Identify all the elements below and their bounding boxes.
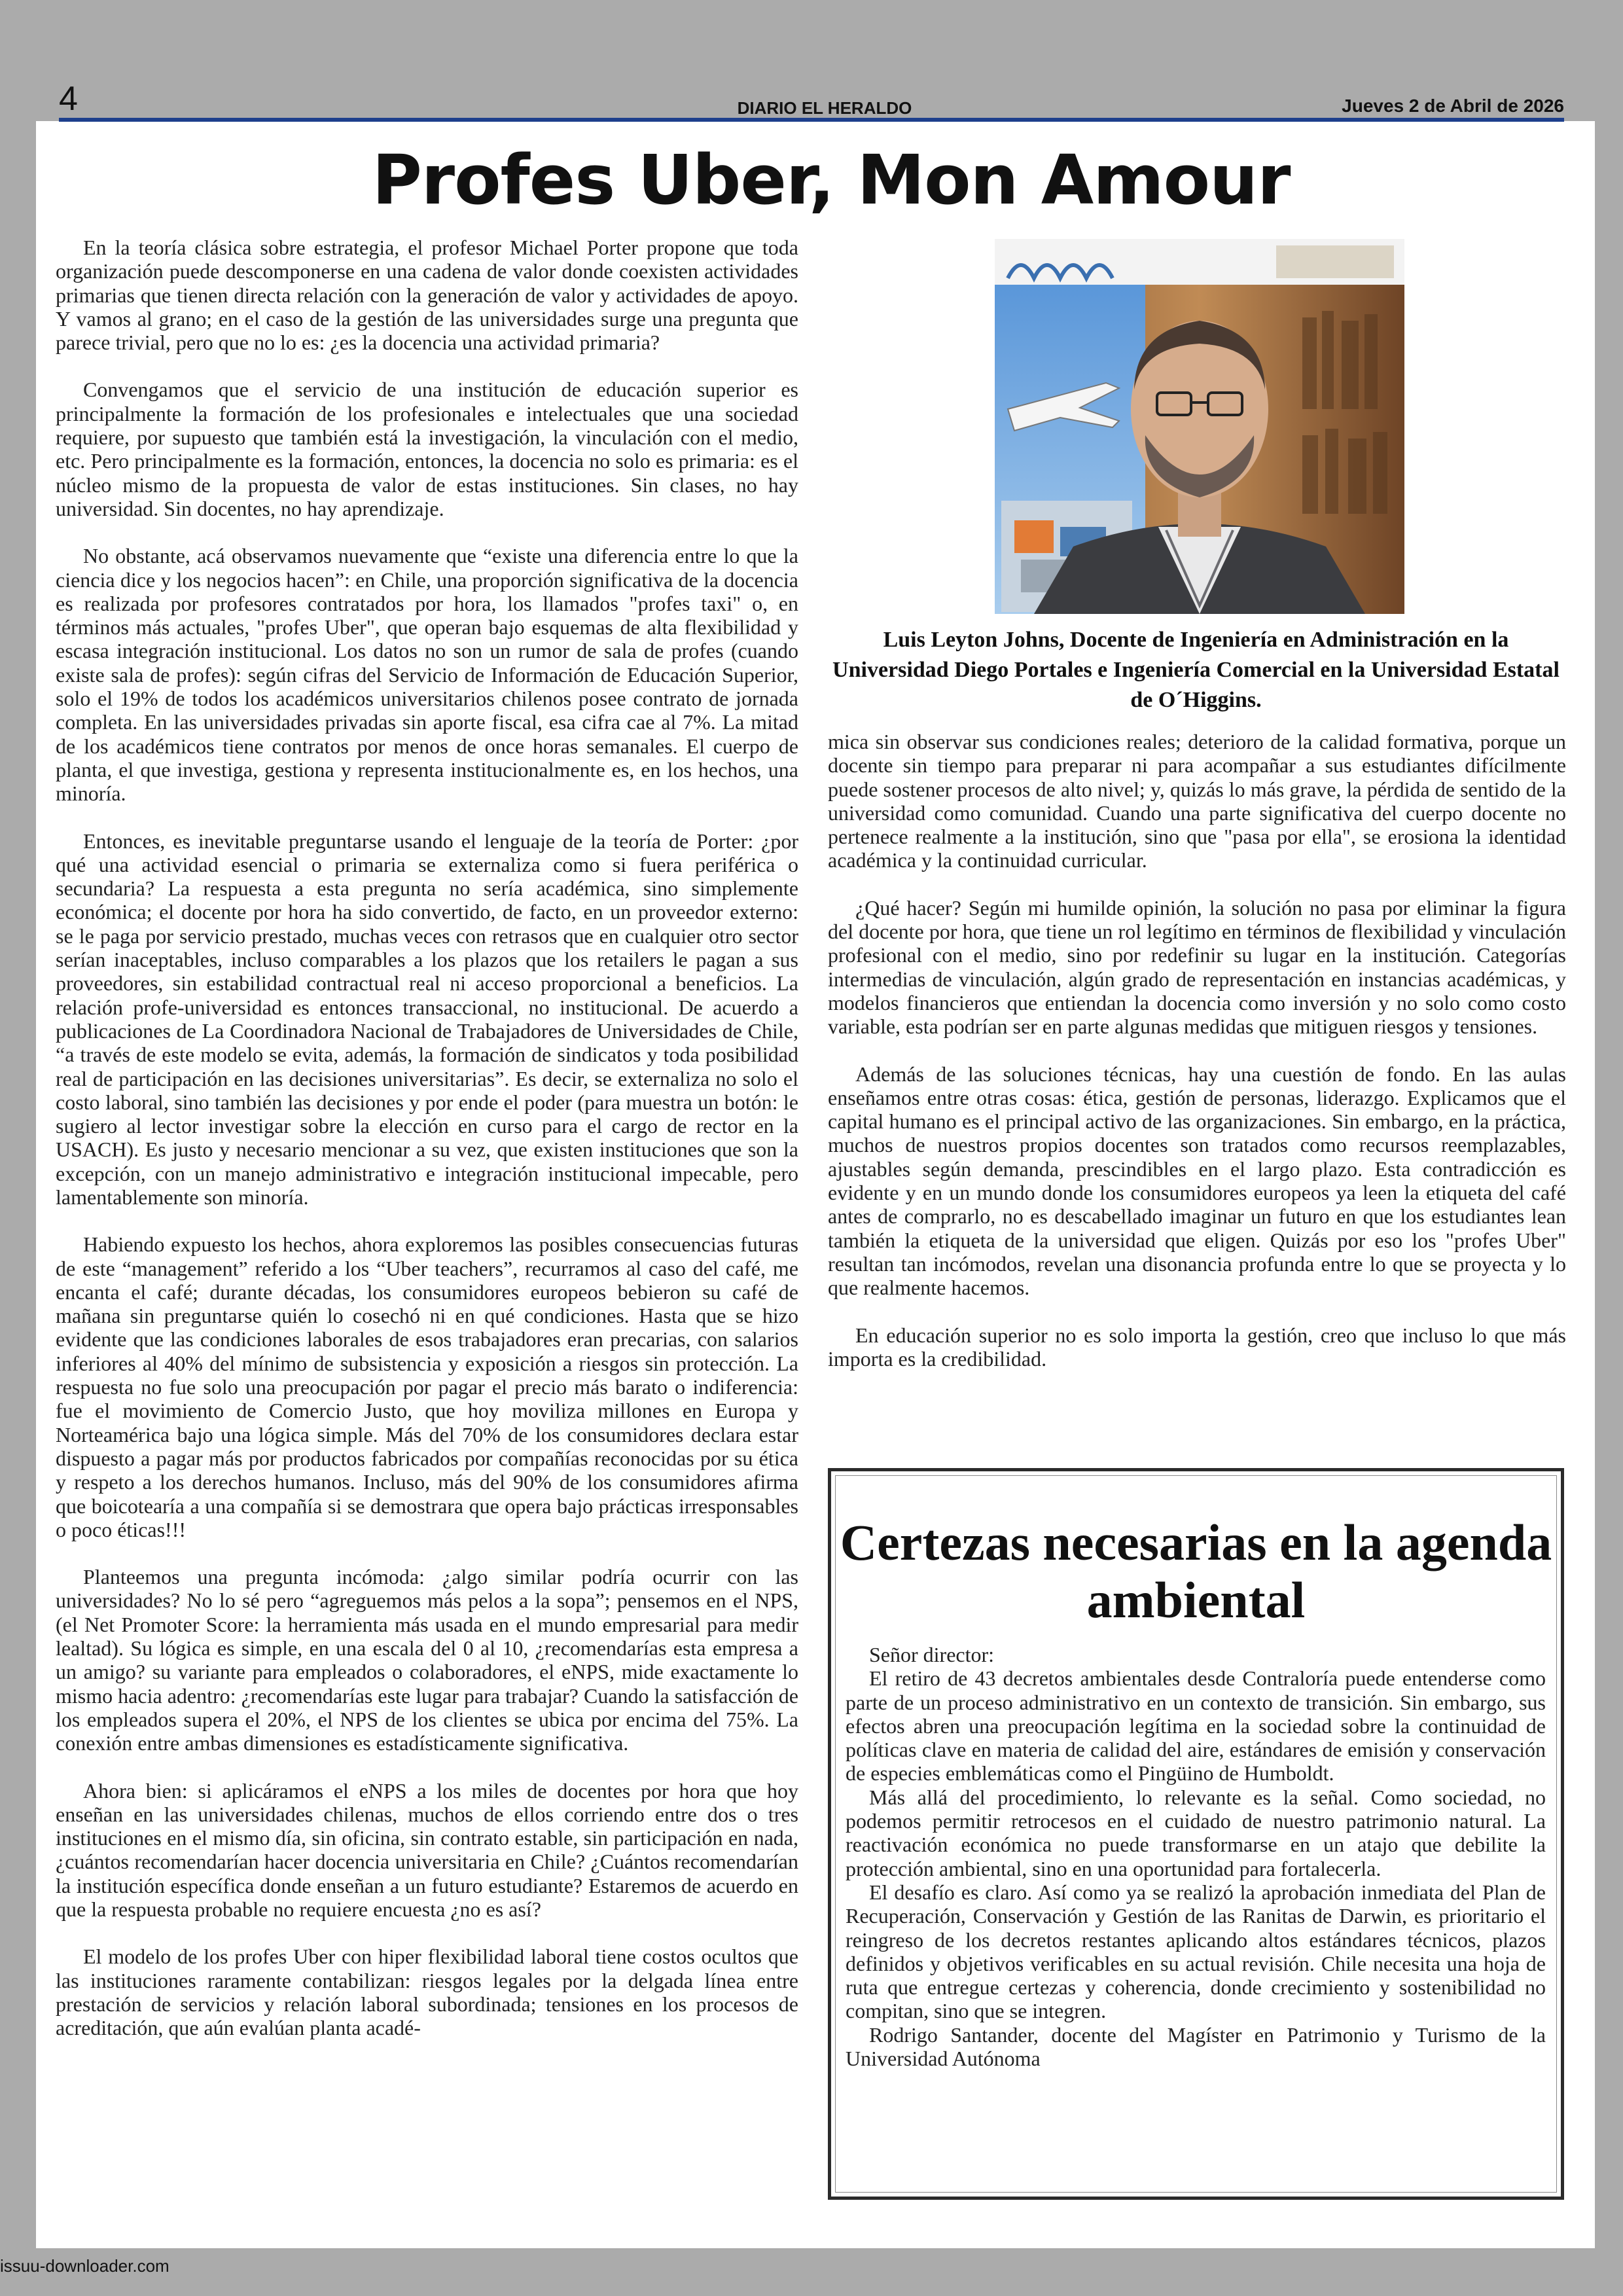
article-paragraph: El modelo de los profes Uber con hiper flexibilidad laboral tiene costos ocultos que las instituciones raramente contabilizan: riesgos legales por la delgada línea entre prestación de servicios y relación laboral subordinada; tensiones en los procesos de acreditación, que aún evalúan planta acadé- (56, 1945, 798, 2040)
article-paragraph: Convengamos que el servicio de una institución de educación superior es principalmente la formación de los profesionales e intelectuales que una sociedad requiere, por supuesto que también está la investigación, la vinculación con el medio, etc. Pero principalmente es la formación, entonces, la docencia no solo es primaria: es el núcleo mismo de la propuesta de valor de estas instituciones. Sin clases, no hay universidad. Sin docentes, no hay aprendizaje. (56, 378, 798, 520)
letter-body (846, 1643, 1546, 2070)
letter-salutation: Señor director: (869, 1643, 995, 1666)
article-paragraph: Ahora bien: si aplicáramos el eNPS a los miles de docentes por hora que hoy enseñan en las universidades chilenas, muchos de ellos corriendo entre dos o tres instituciones en el mismo día, sin oficina, sin contrato estable, sin participación en nada, ¿cuántos recomendarían hacer docencia universitaria en Chile? ¿Cuántos recomendarían la institución específica donde enseñan a un futuro estudiante? Estaremos de acuerdo en que la respuesta probable no requiere encuesta ¿no es así? (56, 1778, 798, 1921)
newspaper-name: DIARIO EL HERALDO (737, 98, 912, 118)
letter-paragraph: El retiro de 43 decretos ambientales desde Contraloría puede entenderse como parte de un proceso administrativo en un contexto de transición. Sin embargo, sus efectos abren una preocupación legítima en la sociedad sobre la continuidad de políticas clave en materia de calidad del aire, estándares de emisión y conservación de especies emblemáticas como el Pingüino de Humboldt. (846, 1666, 1546, 1785)
masthead (59, 79, 1564, 121)
letter-title: Certezas necesarias en la agenda ambiental (840, 1514, 1552, 1628)
author-portrait-illustration (995, 239, 1404, 614)
article-paragraph: Además de las soluciones técnicas, hay una cuestión de fondo. En las aulas enseñamos entre otras cosas: ética, gestión de personas, liderazgo. Explicamos que el capital humano es el principal activo de las organizaciones. Sin embargo, en la práctica, muchos de nuestros propios docentes son tratados como recursos reemplazables, ajustables según demanda, prescindibles en el largo plazo. Esta contradicción es evidente y en un mundo donde los consumidores europeos ya leen la etiqueta del café antes de comprarlo, no es descabellado imaginar un futuro en que los estudiantes lean también la etiqueta de la universidad que eligen. Quizás por eso los "profes Uber" resultan tan incómodos, revelan una disonancia profunda entre lo que se proyecta y lo que realmente hacemos. (828, 1062, 1566, 1300)
letter-paragraph: El desafío es claro. Así como ya se realizó la aprobación inmediata del Plan de Recuperación, Conservación y Gestión de las Ranitas de Darwin, es prioritario el reingreso de los decretos restantes aplicando altos estándares técnicos, plazos definidos y objetivos verificables en su actual revisión. Chile necesita una hoja de ruta que entregue certezas y coherencia, donde crecimiento y sostenibilidad no compitan, sino que se integren. (846, 1880, 1546, 2023)
author-photo (995, 239, 1404, 614)
article-paragraph: En la teoría clásica sobre estrategia, el profesor Michael Porter propone que toda organización puede descomponerse en una cadena de valor donde coexisten actividades primarias que tienen directa relación con la generación de valor y actividades de apoyo. Y vamos al grano; en el caso de la gestión de las universidades surge una pregunta que parece trivial, pero que no lo es: ¿es la docencia una actividad primaria? (56, 236, 798, 355)
article-paragraph: Planteemos una pregunta incómoda: ¿algo similar podría ocurrir con las universidades? No lo sé pero “agreguemos más pelos a la sopa”; pensemos en el NPS, (el Net Promoter Score: la herramienta más usada en el mundo empresarial para medir lealtad). Su lógica es simple, en una escala del 0 al 10, ¿recomendarías esta empresa a un amigo? su variante para empleados o colaboradores, el eNPS, mide exactamente lo mismo hacia adentro: ¿recomendarías este lugar para trabajar? Cuando la satisfacción de los empleados supera el 20%, el NPS de los clientes se ubica por encima del 75%. La conexión entre ambas dimensiones es estadísticamente significativa. (56, 1565, 798, 1755)
article-paragraph: En educación superior no es solo importa la gestión, creo que incluso lo que más importa es la credibilidad. (828, 1323, 1566, 1371)
article-paragraph: Entonces, es inevitable preguntarse usando el lenguaje de la teoría de Porter: ¿por qué una actividad esencial o primaria se externaliza como si fuera periférica o secundaria? La respuesta a esta pregunta no sería académica, sino simplemente económica; el docente por hora ha sido convertido, de facto, en un proveedor externo: se le paga por servicio prestado, muchas veces con retrasos que en cualquier otro sector serían inaceptables, incluso comparables a los plazos que los retailers le pagan a sus proveedores, sin estabilidad contractual real ni acceso proporcional a beneficios. La relación profe-universidad es entonces transaccional, no institucional. De acuerdo a publicaciones de La Coordinadora Nacional de Trabajadores de Universidades de Chile, “a través de este modelo se evita, además, la formación de sindicatos y toda posibilidad real de participación en las decisiones universitarias”. Es decir, se externaliza no solo el costo laboral, sino también las decisiones y por ende el poder (para muestra un botón: le sugiero al lector investigar sobre la elección en curso para el cargo de rector en la USACH). Es justo y necesario mencionar a su vez, que existen instituciones que son la excepción, con un manejo administrativo e integración institucional impecable, pero lamentablemente son minoría. (56, 829, 798, 1209)
article-headline: Profes Uber, Mon Amour (372, 140, 1291, 220)
article-paragraph: ¿Qué hacer? Según mi humilde opinión, la solución no pasa por eliminar la figura del docente por hora, que tiene un rol legítimo en términos de flexibilidad y vinculación profesional con el medio, sino por redefinir su lugar en la institución. Categorías intermedias de vinculación, algún grado de representación en instancias académicas, y modelos financieros que entiendan la docencia como inversión y no solo como costo variable, esta podrían ser en parte algunas medidas que mitiguen riesgos y tensiones. (828, 895, 1566, 1039)
page-number: 4 (59, 80, 78, 118)
letter-signature: Rodrigo Santander, docente del Magíster en Patrimonio y Turismo de la Universidad Autónoma (846, 2022, 1546, 2071)
article-left-column (56, 236, 798, 2209)
photo-caption: Luis Leyton Johns, Docente de Ingeniería en Administración en la Universidad Diego Portales e Ingeniería Comercial en la Universidad Estatal de O´Higgins. (832, 628, 1560, 712)
letter-paragraph: Más allá del procedimiento, lo relevante es la señal. Como sociedad, no podemos permitir retrocesos en el cuidado de nuestro patrimonio natural. La reactivación económica no puede transformarse en un atajo que debilite la protección ambiental, sino en una oportunidad para fortalecerla. (846, 1785, 1546, 1880)
article-paragraph: mica sin observar sus condiciones reales; deterioro de la calidad formativa, porque un docente sin tiempo para preparar ni para acompañar a sus estudiantes difícilmente puede sostener procesos de alto nivel; y, quizás lo más grave, la pérdida de sentido de la universidad como comunidad. Cuando una parte significativa del cuerpo docente no pertenece realmente a la institución, sino que "pasa por ella", se erosiona la identidad académica y la continuidad curricular. (828, 730, 1566, 872)
masthead-rule (59, 118, 1564, 122)
article-right-column (828, 730, 1566, 1450)
article-paragraph: No obstante, acá observamos nuevamente que “existe una diferencia entre lo que la ciencia dice y los negocios hacen”: en Chile, una proporción significativa de la docencia es realizada por profesores contratados por hora, los llamados "profes taxi" o, en términos más actuales, "profes Uber", que operan bajo esquemas de alta flexibilidad y escasa integración institucional. Los datos no son un rumor de sala de profes (cuando existe sala de profes): según cifras del Servicio de Información de Educación Superior, solo el 19% de todos los académicos universitarios chilenos posee contrato de jornada completa. En las universidades privadas sin aporte fiscal, esa cifra cae al 7%. La mitad de los académicos tiene contratos por menos de once horas semanales. El cuerpo de planta, el que investiga, gestiona y representa institucionalmente es, en los hechos, una minoría. (56, 544, 798, 806)
issue-date: Jueves 2 de Abril de 2026 (1342, 96, 1564, 116)
article-paragraph: Habiendo expuesto los hechos, ahora exploremos las posibles consecuencias futuras de este “management” referido a los “Uber teachers”, recurramos al caso del café, me encanta el café; durante décadas, los consumidores europeos bebieron su café de mañana sin preguntarse quién lo cosechó ni en qué condiciones. Hasta que se hizo evidente que las condiciones laborales de esos trabajadores eran precarias, con salarios inferiores al 40% del mínimo de subsistencia y exposición a riesgos sin protección. La respuesta no fue solo una preocupación por pagar el precio más barato o indiferencia: fue el movimiento de Comercio Justo, que hoy moviliza millones en Europa y Norteamérica bajo una lógica simple. Más del 70% de los consumidores declara estar dispuesto a pagar más por productos fabricados por compañías reconocidas por su ética y respeto a los derechos humanos. Incluso, más del 90% de los consumidores afirma que boicotearía a una compañía si se demostrara que opera bajo prácticas irresponsables o poco éticas!!! (56, 1232, 798, 1541)
watermark: issuu-downloader.com (0, 2256, 169, 2276)
letter-to-editor-box (828, 1468, 1564, 2200)
